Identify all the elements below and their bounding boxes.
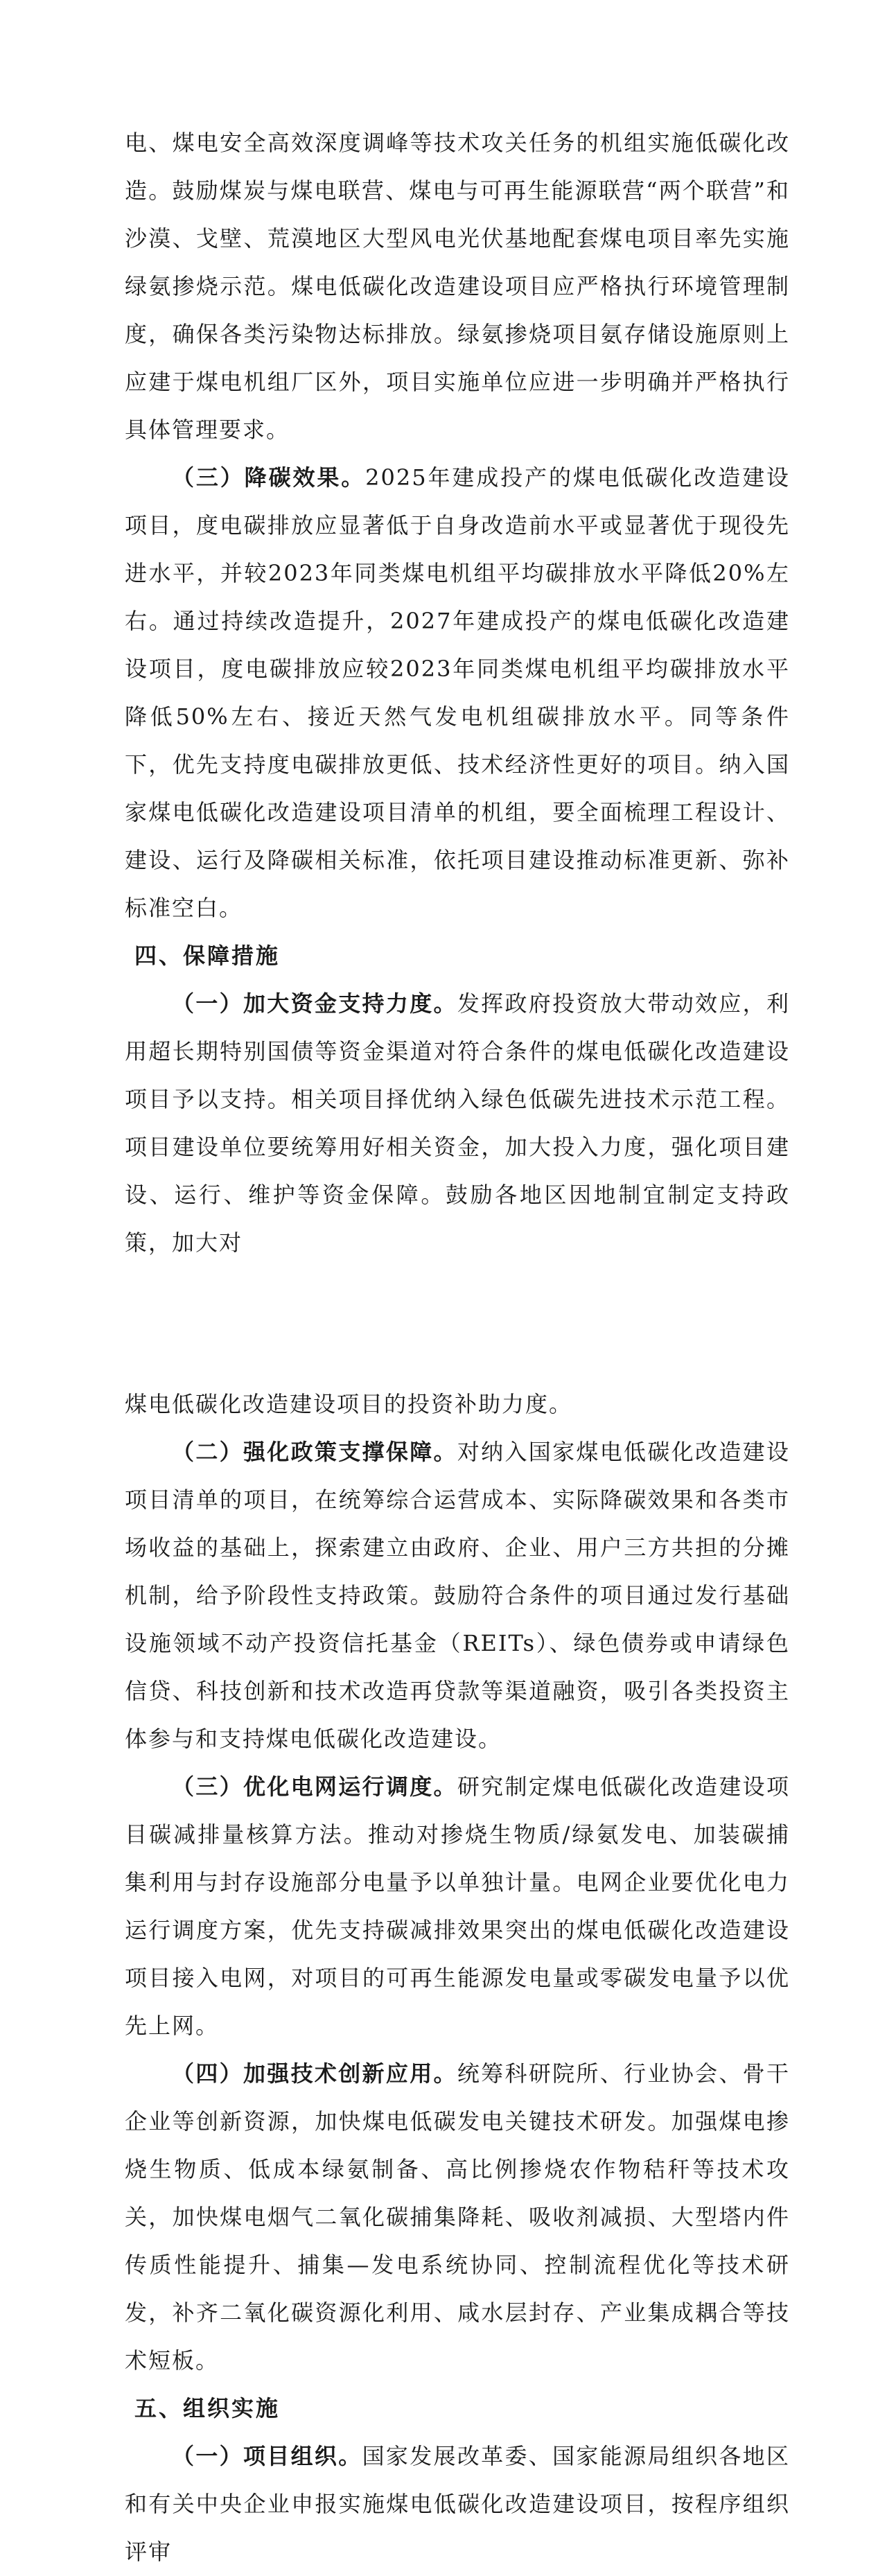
grid-dispatch-paragraph [125, 1763, 790, 2050]
paragraph-label: （一）加大资金支持力度。 [172, 990, 457, 1017]
section-5-heading: 五、组织实施 [134, 2395, 281, 2421]
policy-support-paragraph [125, 1428, 790, 1763]
paragraph-text: 煤电低碳化改造建设项目的投资补助力度。 [125, 1391, 573, 1417]
paragraph-label: （四）加强技术创新应用。 [172, 2060, 457, 2087]
funding-support-paragraph [125, 980, 790, 1267]
paragraph-label: （二）强化政策支撑保障。 [172, 1439, 457, 1465]
paragraph-text: 发挥政府投资放大带动效应，利用超长期特别国债等资金渠道对符合条件的煤电低碳化改造建设项目予以支持。相关项目择优纳入绿色低碳先进技术示范工程。项目建设单位要统筹用好相关资金，加大投入力度，强化项目建设、运行、维护等资金保障。鼓励各地区因地制宜制定支持政策，加大对 [125, 990, 790, 1256]
paragraph-label: （一）项目组织。 [172, 2443, 362, 2469]
project-organization-paragraph [125, 2433, 790, 2576]
paragraph-text: 对纳入国家煤电低碳化改造建设项目清单的项目，在统筹综合运营成本、实际降碳效果和各类市场收益的基础上，探索建立由政府、企业、用户三方共担的分摊机制，给予阶段性支持政策。鼓励符合条件的项目通过发行基础设施领域不动产投资信托基金（REITs）、绿色债券或申请绿色信贷、科技创新和技术改造再贷款等渠道融资，吸引各类投资主体参与和支持煤电低碳化改造建设。 [125, 1439, 790, 1752]
section-4-heading: 四、保障措施 [134, 943, 281, 969]
paragraph-text: 2025年建成投产的煤电低碳化改造建设项目，度电碳排放应显著低于自身改造前水平或显著优于现役先进水平，并较2023年同类煤电机组平均碳排放水平降低20%左右。通过持续改造提升，2027年建成投产的煤电低碳化改造建设项目，度电碳排放应较2023年同类煤电机组平均碳排放水平降低50%左右、接近天然气发电机组碳排放水平。同等条件下，优先支持度电碳排放更低、技术经济性更好的项目。纳入国家煤电低碳化改造建设项目清单的机组，要全面梳理工程设计、建设、运行及降碳相关标准，依托项目建设推动标准更新、弥补标准空白。 [125, 464, 790, 921]
paragraph-label: （三）降碳效果。 [172, 464, 366, 491]
paragraph-text: 电、煤电安全高效深度调峰等技术攻关任务的机组实施低碳化改造。鼓励煤炭与煤电联营、煤电与可再生能源联营“两个联营”和沙漠、戈壁、荒漠地区大型风电光伏基地配套煤电项目率先实施绿氨掺烧示范。煤电低碳化改造建设项目应严格执行环境管理制度，确保各类污染物达标排放。绿氨掺烧项目氨存储设施原则上应建于煤电机组厂区外，项目实施单位应进一步明确并严格执行具体管理要求。 [125, 130, 790, 443]
paragraph-text: 研究制定煤电低碳化改造建设项目碳减排量核算方法。推动对掺烧生物质/绿氨发电、加装碳捕集利用与封存设施部分电量予以单独计量。电网企业要优化电力运行调度方案，优先支持碳减排效果突出的煤电低碳化改造建设项目接入电网，对项目的可再生能源发电量或零碳发电量予以优先上网。 [125, 1773, 790, 2039]
paragraph-text: 统筹科研院所、行业协会、骨干企业等创新资源，加快煤电低碳发电关键技术研发。加强煤电掺烧生物质、低成本绿氨制备、高比例掺烧农作物秸秆等技术攻关，加快煤电烟气二氧化碳捕集降耗、吸收剂减损、大型塔内件传质性能提升、捕集—发电系统协同、控制流程优化等技术研发，补齐二氧化碳资源化利用、咸水层封存、产业集成耦合等技术短板。 [125, 2060, 790, 2374]
carbon-reduction-paragraph [125, 454, 790, 932]
continuation-paragraph [125, 1381, 790, 1428]
tech-innovation-paragraph [125, 2050, 790, 2385]
paragraph-text: 国家发展改革委、国家能源局组织各地区和有关中央企业申报实施煤电低碳化改造建设项目，按程序组织评审 [125, 2443, 790, 2565]
page-1-text [125, 119, 790, 1267]
continuation-paragraph [125, 119, 790, 454]
paragraph-label: （三）优化电网运行调度。 [172, 1773, 457, 1800]
page-2-text [125, 1381, 790, 2576]
